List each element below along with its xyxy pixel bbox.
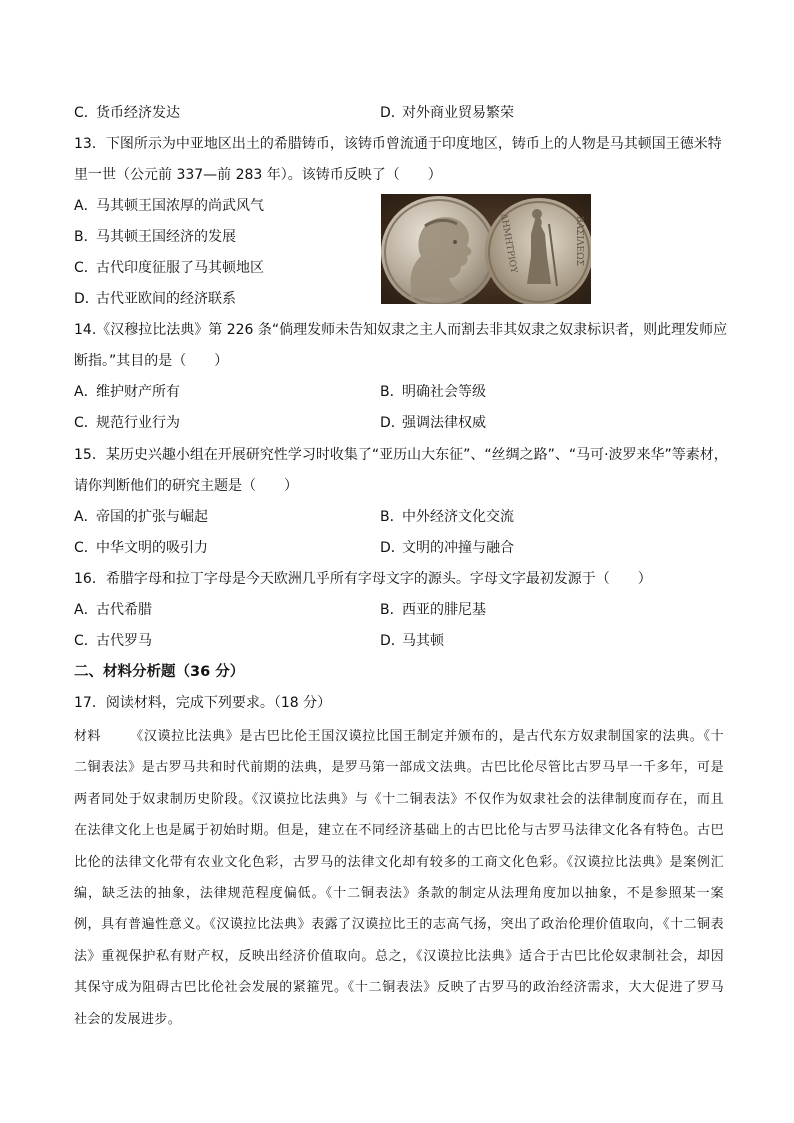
option-letter: D． bbox=[380, 415, 405, 431]
q13-stem-line2: 里一世（公元前 337—前 283 年）。该铸币反映了（ ） bbox=[74, 167, 442, 183]
q16-option-b[interactable] bbox=[380, 600, 486, 620]
q16-option-d[interactable] bbox=[380, 631, 444, 651]
option-text: 货币经济发达 bbox=[96, 105, 180, 121]
q17-material bbox=[74, 721, 724, 1035]
q14-option-a[interactable] bbox=[74, 382, 180, 402]
option-text: 文明的冲撞与融合 bbox=[402, 540, 514, 556]
option-letter: C． bbox=[74, 260, 98, 276]
q13-option-b[interactable] bbox=[74, 227, 236, 247]
q16-stem-line1: 16．希腊字母和拉丁字母是今天欧洲几乎所有字母文字的源头。字母文字最初发源于（ ） bbox=[74, 571, 652, 587]
option-text: 马其顿王国经济的发展 bbox=[96, 229, 236, 245]
coin-photo bbox=[381, 194, 591, 304]
q14-stem-line2: 断指。”其目的是（ ） bbox=[74, 353, 229, 369]
q16-option-c[interactable] bbox=[74, 631, 152, 651]
q14-option-c[interactable] bbox=[74, 413, 180, 433]
option-text: 古代罗马 bbox=[96, 633, 152, 649]
option-letter: D． bbox=[380, 540, 405, 556]
option-letter: C． bbox=[74, 105, 98, 121]
option-letter: D． bbox=[74, 291, 99, 307]
q13-option-c[interactable] bbox=[74, 258, 264, 278]
q15-option-d[interactable] bbox=[380, 538, 514, 558]
q15-stem-line1: 15．某历史兴趣小组在开展研究性学习时收集了“亚历山大东征”、“丝绸之路”、“马可·波罗来华”等素材， bbox=[74, 447, 728, 463]
option-text: 中华文明的吸引力 bbox=[96, 540, 208, 556]
q12-option-c[interactable] bbox=[74, 103, 180, 123]
option-text: 规范行业行为 bbox=[96, 415, 180, 431]
option-text: 帝国的扩张与崛起 bbox=[96, 509, 208, 525]
option-letter: A． bbox=[74, 509, 98, 525]
q13-option-d[interactable] bbox=[74, 289, 236, 309]
material-label: 材料 bbox=[74, 729, 101, 744]
option-text: 明确社会等级 bbox=[402, 384, 486, 400]
q16-option-a[interactable] bbox=[74, 600, 152, 620]
q12-option-d[interactable] bbox=[380, 103, 514, 123]
option-text: 西亚的腓尼基 bbox=[402, 602, 486, 618]
q15-stem-line2: 请你判断他们的研究主题是（ ） bbox=[74, 478, 298, 494]
option-letter: A． bbox=[74, 602, 98, 618]
option-letter: A． bbox=[74, 384, 98, 400]
option-text: 古代印度征服了马其顿地区 bbox=[96, 260, 264, 276]
option-letter: B． bbox=[380, 384, 404, 400]
q15-option-c[interactable] bbox=[74, 538, 208, 558]
option-letter: B． bbox=[380, 602, 404, 618]
option-text: 对外商业贸易繁荣 bbox=[402, 105, 514, 121]
q13-stem-line1: 13．下图所示为中亚地区出土的希腊铸币，该铸币曾流通于印度地区，铸币上的人物是马其顿国王德米特 bbox=[74, 136, 722, 152]
q14-option-d[interactable] bbox=[380, 413, 486, 433]
q13-option-a[interactable] bbox=[74, 196, 264, 216]
option-text: 古代亚欧间的经济联系 bbox=[96, 291, 236, 307]
material-text: 《汉谟拉比法典》是古巴比伦王国汉谟拉比国王制定并颁布的，是古代东方奴隶制国家的法典。《十二铜表法》是古罗马共和时代前期的法典，是罗马第一部成文法典。古巴比伦尽管比古罗马早一千多年，可是两者同处于奴隶制历史阶段。《汉谟拉比法典》与《十二铜表法》不仅作为奴隶社会的法律制度而存在，而且在法律文化上也是属于初始时期。但是，建立在不同经济基础上的古巴比伦与古罗马法律文化各有特色。古巴比伦的法律文化带有农业文化色彩，古罗马的法律文化却有较多的工商文化色彩。《汉谟拉比法典》是案例汇编，缺乏法的抽象，法律规范程度偏低。《十二铜表法》条款的制定从法理角度加以抽象，不是参照某一案例，具有普遍性意义。《汉谟拉比法典》表露了汉谟拉比王的志高气扬，突出了政治伦理价值取向，《十二铜表法》重视保护私有财产权，反映出经济价值取向。总之，《汉谟拉比法典》适合于古巴比伦奴隶制社会，却因其保守成为阻碍古巴比伦社会发展的紧箍咒。《十二铜表法》反映了古罗马的政治经济需求，大大促进了罗马社会的发展进步。 bbox=[74, 729, 724, 1027]
q15-option-a[interactable] bbox=[74, 507, 208, 527]
q15-option-b[interactable] bbox=[380, 507, 514, 527]
option-letter: D． bbox=[380, 105, 405, 121]
option-letter: D． bbox=[380, 633, 405, 649]
coin-legend-right: ΒΑΣΙΛΕΩΣ bbox=[574, 216, 584, 266]
option-letter: B． bbox=[74, 229, 98, 245]
section-heading: 二、材料分析题（36 分） bbox=[74, 664, 245, 680]
option-text: 马其顿王国浓厚的尚武风气 bbox=[96, 198, 264, 214]
coin-illustration bbox=[381, 194, 591, 304]
q14-stem-line1: 14.《汉穆拉比法典》第 226 条“倘理发师未告知奴隶之主人而割去非其奴隶之奴隶标识者，则此理发师应 bbox=[74, 322, 728, 338]
q17-stem: 17．阅读材料，完成下列要求。（18 分） bbox=[74, 695, 332, 711]
option-text: 维护财产所有 bbox=[96, 384, 180, 400]
q14-option-b[interactable] bbox=[380, 382, 486, 402]
option-text: 中外经济文化交流 bbox=[402, 509, 514, 525]
option-text: 强调法律权威 bbox=[402, 415, 486, 431]
option-text: 马其顿 bbox=[402, 633, 444, 649]
option-text: 古代希腊 bbox=[96, 602, 152, 618]
coin-legend-left: ΔΗΜΗΤΡΙΟΥ bbox=[498, 212, 519, 274]
option-letter: A． bbox=[74, 198, 98, 214]
option-letter: C． bbox=[74, 415, 98, 431]
option-letter: C． bbox=[74, 540, 98, 556]
option-letter: C． bbox=[74, 633, 98, 649]
option-letter: B． bbox=[380, 509, 404, 525]
